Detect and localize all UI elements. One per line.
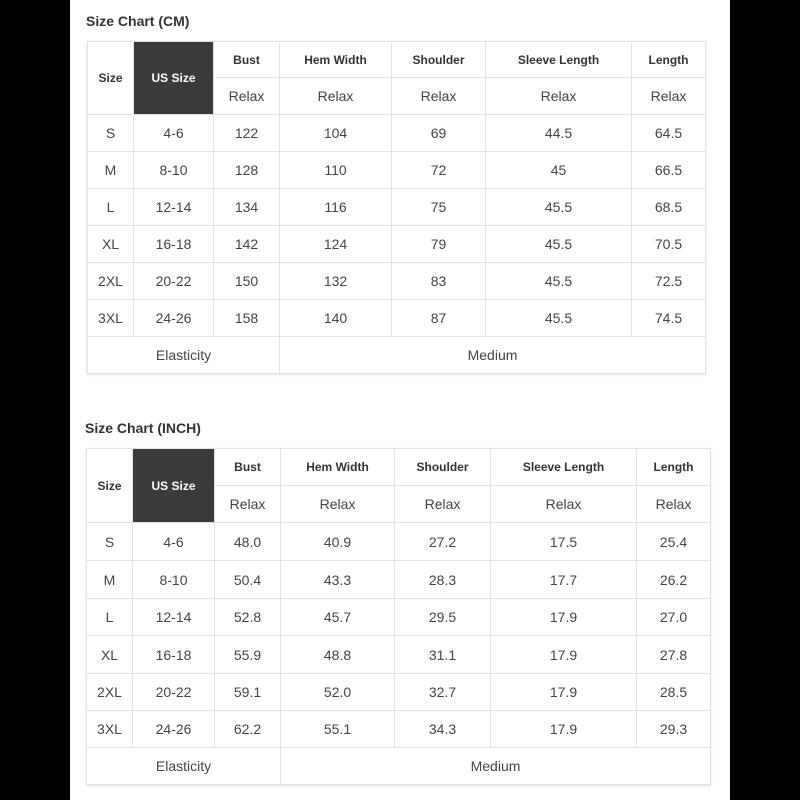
us-size-cell: 20-22 [134,263,214,300]
hem-width-cell: 116 [280,189,392,226]
elasticity-label: Elasticity [88,337,280,374]
table-row [88,152,706,189]
elasticity-value: Medium [280,337,706,374]
table-row [88,115,706,152]
length-cell: 70.5 [632,226,706,263]
column-header-bust: Bust [214,42,280,78]
us-size-cell: 24-26 [133,711,215,748]
shoulder-cell: 69 [392,115,486,152]
size-table-inch [86,448,711,785]
length-cell: 66.5 [632,152,706,189]
sleeve-length-cell: 44.5 [486,115,632,152]
us-size-cell: 4-6 [133,523,215,561]
us-size-cell: 8-10 [134,152,214,189]
column-header-sleeve-length: Sleeve Length [491,449,637,486]
fit-cell: Relax [491,486,637,523]
column-header-shoulder: Shoulder [392,42,486,78]
sleeve-length-cell: 17.9 [491,674,637,711]
length-cell: 74.5 [632,300,706,337]
bust-cell: 62.2 [215,711,281,748]
fit-cell: Relax [632,78,706,115]
size-chart-sheet [70,0,730,800]
us-size-cell: 4-6 [134,115,214,152]
sleeve-length-cell: 17.9 [491,636,637,674]
table-row [88,226,706,263]
elasticity-row [87,748,711,785]
bust-cell: 158 [214,300,280,337]
length-cell: 25.4 [637,523,711,561]
column-header-shoulder: Shoulder [395,449,491,486]
length-cell: 27.8 [637,636,711,674]
fit-cell: Relax [395,486,491,523]
size-cell: S [87,523,133,561]
header-row [87,449,711,486]
length-cell: 29.3 [637,711,711,748]
elasticity-row [88,337,706,374]
fit-cell: Relax [281,486,395,523]
bust-cell: 150 [214,263,280,300]
hem-width-cell: 110 [280,152,392,189]
us-size-cell: 16-18 [134,226,214,263]
table-row [87,599,711,636]
shoulder-cell: 28.3 [395,561,491,599]
shoulder-cell: 27.2 [395,523,491,561]
sleeve-length-cell: 17.9 [491,599,637,636]
table-row [87,636,711,674]
sleeve-length-cell: 45.5 [486,263,632,300]
fit-cell: Relax [215,486,281,523]
table-row [87,711,711,748]
hem-width-cell: 40.9 [281,523,395,561]
column-header-length: Length [632,42,706,78]
size-cell: M [88,152,134,189]
column-header-bust: Bust [215,449,281,486]
sleeve-length-cell: 45.5 [486,189,632,226]
length-cell: 64.5 [632,115,706,152]
fit-cell: Relax [280,78,392,115]
shoulder-cell: 83 [392,263,486,300]
size-cell: S [88,115,134,152]
length-cell: 26.2 [637,561,711,599]
size-cell: L [87,599,133,636]
hem-width-cell: 124 [280,226,392,263]
bust-cell: 142 [214,226,280,263]
table-row [88,263,706,300]
shoulder-cell: 31.1 [395,636,491,674]
size-cell: L [88,189,134,226]
hem-width-cell: 45.7 [281,599,395,636]
fit-cell: Relax [486,78,632,115]
shoulder-cell: 75 [392,189,486,226]
size-cell: 2XL [88,263,134,300]
bust-cell: 55.9 [215,636,281,674]
table-row [88,300,706,337]
sleeve-length-cell: 17.9 [491,711,637,748]
size-cell: 3XL [88,300,134,337]
bust-cell: 134 [214,189,280,226]
size-cell: M [87,561,133,599]
size-cell: XL [87,636,133,674]
shoulder-cell: 34.3 [395,711,491,748]
shoulder-cell: 79 [392,226,486,263]
us-size-cell: 24-26 [134,300,214,337]
sleeve-length-cell: 45.5 [486,300,632,337]
hem-width-cell: 43.3 [281,561,395,599]
size-cell: XL [88,226,134,263]
column-header-length: Length [637,449,711,486]
sleeve-length-cell: 17.5 [491,523,637,561]
sleeve-length-cell: 45.5 [486,226,632,263]
length-cell: 72.5 [632,263,706,300]
us-size-cell: 12-14 [133,599,215,636]
chart-title-cm: Size Chart (CM) [86,13,190,29]
table-row [87,523,711,561]
bust-cell: 50.4 [215,561,281,599]
shoulder-cell: 72 [392,152,486,189]
bust-cell: 52.8 [215,599,281,636]
size-table-cm [87,41,706,374]
fit-cell: Relax [214,78,280,115]
hem-width-cell: 132 [280,263,392,300]
size-header: Size [88,42,134,115]
elasticity-value: Medium [281,748,711,785]
column-header-hem-width: Hem Width [281,449,395,486]
size-cell: 3XL [87,711,133,748]
us-size-cell: 20-22 [133,674,215,711]
shoulder-cell: 29.5 [395,599,491,636]
bust-cell: 48.0 [215,523,281,561]
shoulder-cell: 87 [392,300,486,337]
sleeve-length-cell: 17.7 [491,561,637,599]
length-cell: 28.5 [637,674,711,711]
column-header-hem-width: Hem Width [280,42,392,78]
bust-cell: 122 [214,115,280,152]
fit-cell: Relax [392,78,486,115]
hem-width-cell: 48.8 [281,636,395,674]
us-size-cell: 8-10 [133,561,215,599]
bust-cell: 59.1 [215,674,281,711]
table-row [87,674,711,711]
header-row [88,42,706,78]
shoulder-cell: 32.7 [395,674,491,711]
size-header: Size [87,449,133,523]
size-cell: 2XL [87,674,133,711]
bust-cell: 128 [214,152,280,189]
us-size-header: US Size [134,42,214,115]
hem-width-cell: 104 [280,115,392,152]
fit-cell: Relax [637,486,711,523]
column-header-sleeve-length: Sleeve Length [486,42,632,78]
hem-width-cell: 140 [280,300,392,337]
sleeve-length-cell: 45 [486,152,632,189]
table-row [88,189,706,226]
us-size-header: US Size [133,449,215,523]
length-cell: 27.0 [637,599,711,636]
chart-title-inch: Size Chart (INCH) [85,420,201,436]
hem-width-cell: 55.1 [281,711,395,748]
us-size-cell: 16-18 [133,636,215,674]
hem-width-cell: 52.0 [281,674,395,711]
table-row [87,561,711,599]
us-size-cell: 12-14 [134,189,214,226]
elasticity-label: Elasticity [87,748,281,785]
length-cell: 68.5 [632,189,706,226]
